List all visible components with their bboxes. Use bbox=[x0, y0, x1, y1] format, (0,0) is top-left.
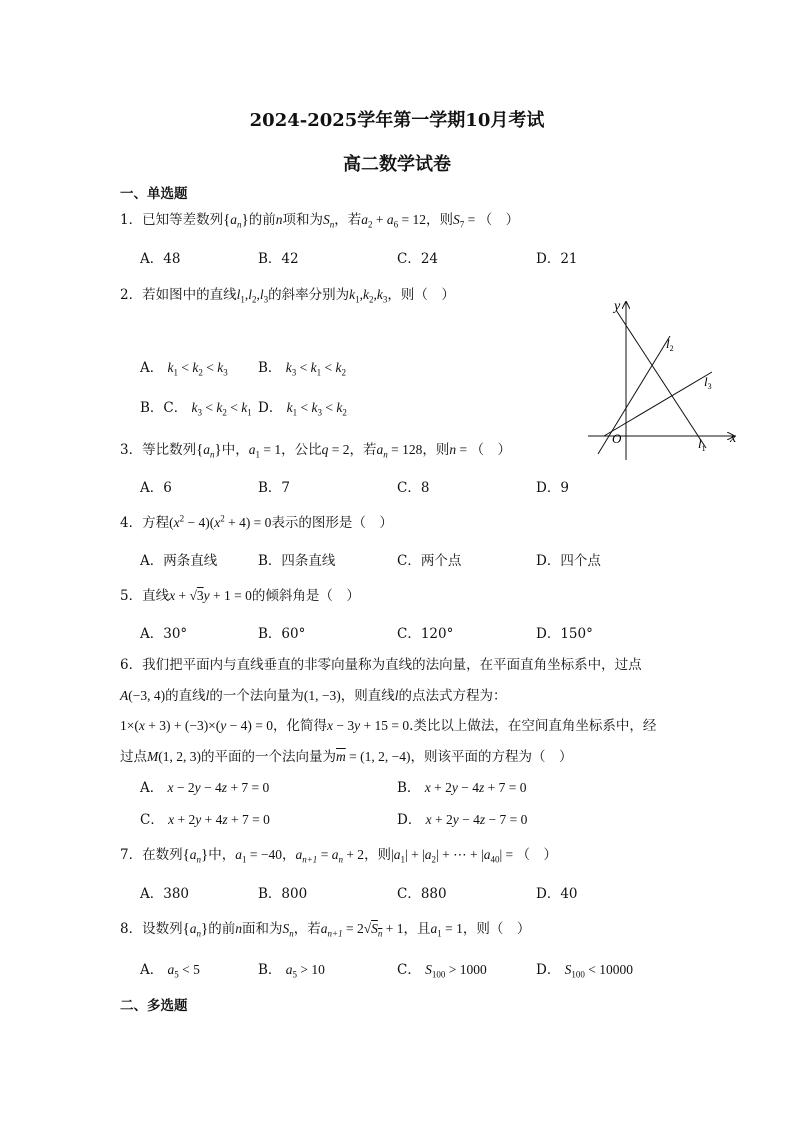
q7-option-d: D．40 bbox=[536, 886, 578, 902]
q4-option-b: B．四条直线 bbox=[258, 553, 336, 569]
l1-label: $l_1$ bbox=[698, 436, 706, 453]
q7-option-c: C．880 bbox=[397, 886, 447, 902]
l3-label: $l_3$ bbox=[704, 374, 712, 391]
q5-option-d: D．150° bbox=[536, 626, 593, 642]
q7-option-a: A．380 bbox=[140, 886, 190, 902]
exam-subtitle: 高二数学试卷 bbox=[343, 154, 451, 175]
q4-option-a: A．两条直线 bbox=[140, 553, 218, 569]
q2-option-d: D． $k_1 < k_3 < k_2$ bbox=[258, 400, 347, 418]
q8-option-d: D． $S_{100} < 10000$ bbox=[536, 962, 633, 980]
q6-option-a: A． x − 2y − 4z + 7 = 0 bbox=[140, 780, 270, 796]
q1-option-d: D．21 bbox=[536, 251, 578, 267]
y-axis-label: y bbox=[614, 299, 621, 314]
line-slope-figure bbox=[584, 296, 744, 466]
q8-option-a: A． $a_5 < 5$ bbox=[140, 962, 200, 980]
q7-option-b: B．800 bbox=[258, 886, 308, 902]
question-4: 4．方程$(x^2 - 4)(x^2 + 4) = 0$表示的图形是（ ） bbox=[120, 513, 393, 531]
q5-option-a: A．30° bbox=[140, 626, 188, 642]
q6-option-d: D． x + 2y − 4z − 7 = 0 bbox=[397, 812, 528, 828]
q4-option-d: D．四个点 bbox=[536, 553, 601, 569]
exam-title: 2024-2025学年第一学期10月考试 bbox=[249, 110, 545, 131]
q8-option-b: B． $a_5 > 10$ bbox=[258, 962, 325, 980]
question-6-line-4: 过点M(1, 2, 3)的平面的一个法向量为$\overline{m} = (1$, 2, −4)，则该平面的方程为（ ） bbox=[120, 749, 573, 765]
section-heading-single-choice: 一、单选题 bbox=[120, 186, 188, 202]
section-heading-multiple-choice: 二、多选题 bbox=[120, 998, 188, 1014]
x-axis-label: x bbox=[730, 431, 737, 446]
question-1: 1．已知等差数列$\{a_n\}$的前n项和为$S_n$，若$a_2 + a_6 = 12$，则$S_7$ = （ ） bbox=[120, 212, 520, 230]
line-l3 bbox=[604, 372, 712, 436]
q1-option-b: B．42 bbox=[258, 251, 299, 267]
q8-option-c: C． $S_{100} > 1000$ bbox=[397, 962, 487, 980]
question-7: 7．在数列$\{a_n\}$中，$a_1 = -40$，$a_{n+1} = a_n + 2$，则$|a_1| + |a_2|$ + ⋯ + $|a_{40}|$ = （ ） bbox=[120, 847, 558, 865]
q2-option-b: B． $k_3 < k_1 < k_2$ bbox=[258, 360, 346, 378]
origin-label: O bbox=[612, 431, 622, 446]
question-6-line-2: A(−3, 4)的直线l的一个法向量为(1, −3)，则直线l的点法式方程为： bbox=[120, 688, 507, 704]
q6-option-c: C． x + 2y + 4z + 7 = 0 bbox=[140, 812, 270, 828]
line-l1 bbox=[616, 310, 706, 448]
question-8: 8．设数列$\{a_n\}$的前n面和为$S_n$，若$a_{n+1} = 2√S_n + 1$，且$a_1 = 1$，则（ ） bbox=[120, 921, 531, 939]
question-6-line-3: 1×(x + 3) + (−3)×(y − 4) = 0，化简得x − 3y + 15 = 0.类比以上做法，在空间直角坐标系中，经 bbox=[120, 718, 657, 734]
q3-option-b: B．7 bbox=[258, 480, 291, 496]
q5-option-b: B．60° bbox=[258, 626, 306, 642]
q4-option-c: C．两个点 bbox=[397, 553, 462, 569]
q2-option-c: B．C． $k_3 < k_2 < k_1$ bbox=[140, 400, 252, 418]
question-5: 5．直线x + √3y + 1 = 0的倾斜角是（ ） bbox=[120, 588, 360, 604]
q1-option-c: C．24 bbox=[397, 251, 439, 267]
question-6-line-1: 6．我们把平面内与直线垂直的非零向量称为直线的法向量，在平面直角坐标系中，过点 bbox=[120, 657, 642, 673]
question-2: 2．若如图中的直线$l_1,l_2,l_3$的斜率分别为$k_1,k_2,k_3$，则（ ） bbox=[120, 287, 455, 305]
q3-option-a: A．6 bbox=[140, 480, 172, 496]
q5-option-c: C．120° bbox=[397, 626, 454, 642]
q3-option-d: D．9 bbox=[536, 480, 569, 496]
q6-option-b: B． x + 2y − 4z + 7 = 0 bbox=[397, 780, 527, 796]
l2-label: $l_2$ bbox=[666, 336, 674, 353]
q1-option-a: A．48 bbox=[140, 251, 181, 267]
q2-option-a: A． $k_1 < k_2 < k_3$ bbox=[140, 360, 228, 378]
q3-option-c: C．8 bbox=[397, 480, 430, 496]
question-3: 3．等比数列$\{a_n\}$中，$a_1 = 1$，公比q = 2，若$a_n = 128$，则n = （ ） bbox=[120, 442, 511, 460]
